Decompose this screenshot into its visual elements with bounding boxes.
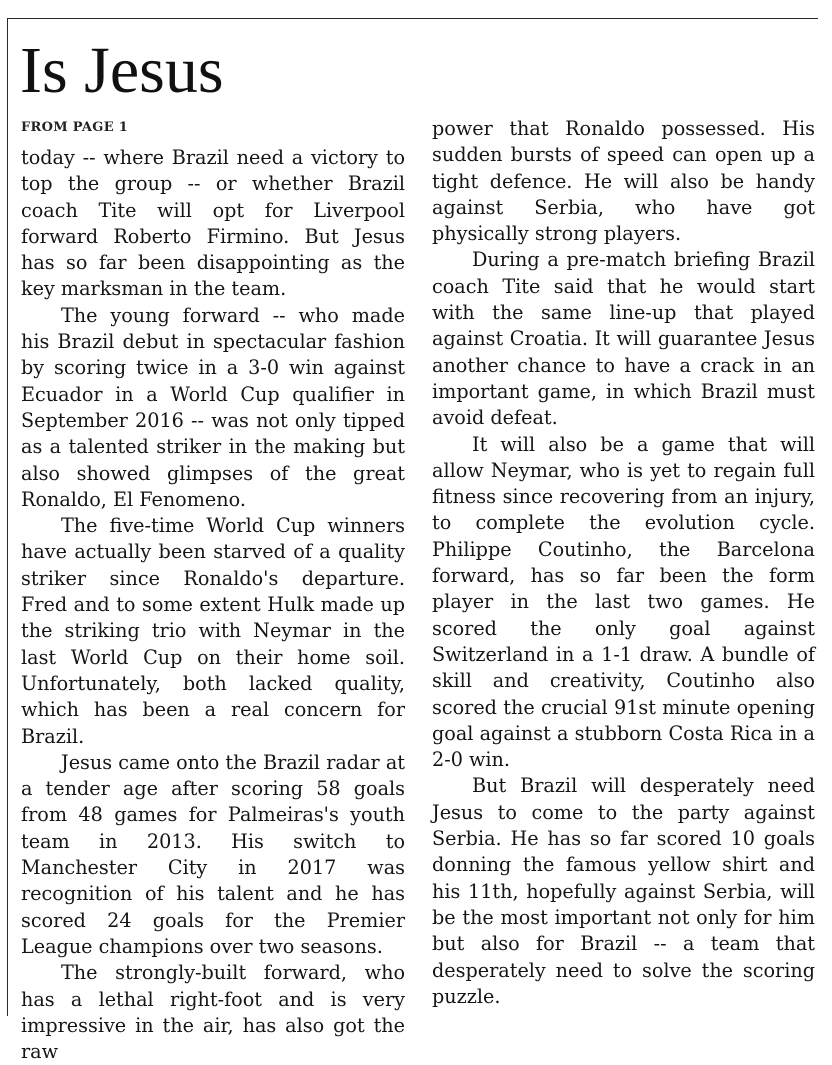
paragraph: It will also be a game that will allow Neymar, who is yet to regain full fitness since recovering from an injury, to complete the evolution cycle. Philippe Coutinho, the Barcelona forward, has so far been the form player in the last two games. He scored the only goal against Switzerland in a 1-1 draw. A bundle of skill and creativity, Coutinho also scored the crucial 91st minute opening goal against a stubborn Costa Rica in a 2-0 win. <box>432 432 815 772</box>
paragraph: During a pre-match briefing Brazil coach Tite said that he would start with the same line-up that played against Croatia. It will guarantee Jesus another chance to have a crack in an important game, in which Brazil must avoid defeat. <box>432 248 815 430</box>
continuation-kicker: FROM PAGE 1 <box>21 120 129 135</box>
paragraph: The five-time World Cup winners have actually been starved of a quality striker since Ronaldo's departure. Fred and to some extent Hulk made up the striking trio with Neymar in the last World Cup on their home soil. Unfortunately, both lacked quality, which has been a real concern for Brazil. <box>21 514 405 748</box>
right-column <box>432 116 815 1010</box>
top-rule <box>8 18 818 19</box>
paragraph: But Brazil will desperately need Jesus to come to the party against Serbia. He has so far scored 10 goals donning the famous yellow shirt and his 11th, hopefully against Serbia, will be the most important not only for him but also for Brazil -- a team that desperately need to solve the scoring puzzle. <box>432 774 815 1008</box>
left-column <box>21 145 405 1065</box>
paragraph: The strongly-built forward, who has a lethal right-foot and is very impressive in the air, has also got the raw <box>21 961 405 1064</box>
paragraph: power that Ronaldo possessed. His sudden bursts of speed can open up a tight defence. He will also be handy against Serbia, who have got physically strong players. <box>432 117 815 246</box>
paragraph: The young forward -- who made his Brazil debut in spectacular fashion by scoring twice in a 3-0 win against Ecuador in a World Cup qualifier in September 2016 -- was not only tipped as a talented striker in the making but also showed glimpses of the great Ronaldo, El Fenomeno. <box>21 303 405 511</box>
paragraph: Jesus came onto the Brazil radar at a tender age after scoring 58 goals from 48 games for Palmeiras's youth team in 2013. His switch to Manchester City in 2017 was recognition of his talent and he has scored 24 goals for the Premier League champions over two seasons. <box>21 750 405 958</box>
headline: Is Jesus <box>20 34 224 107</box>
paragraph: today -- where Brazil need a victory to top the group -- or whether Brazil coach Tite will opt for Liverpool forward Roberto Firmino. But Jesus has so far been disappointing as the key marksman in the team. <box>21 146 405 301</box>
left-column-border <box>7 18 8 1016</box>
